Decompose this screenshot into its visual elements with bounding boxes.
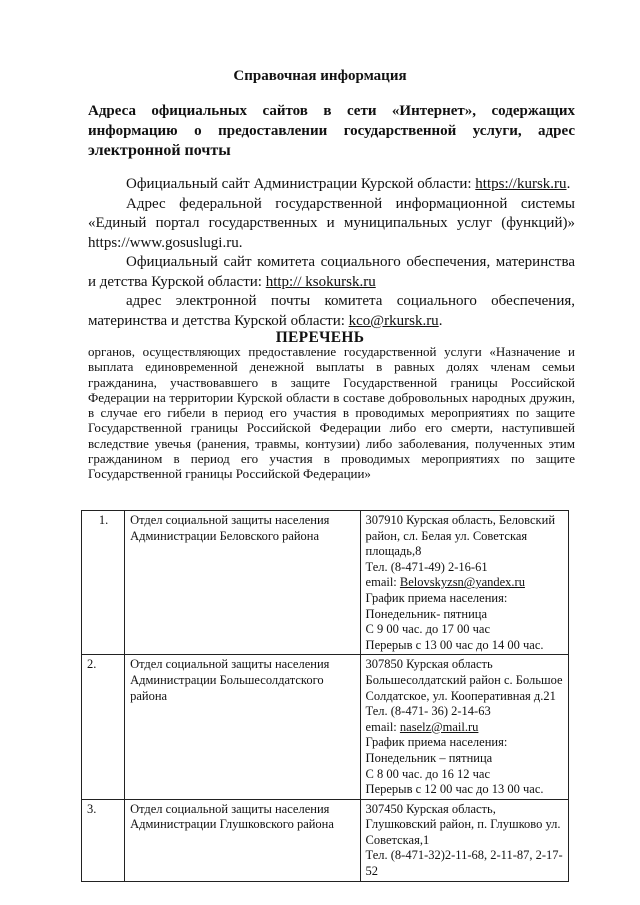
phone: Тел. (8-471- 36) 2-14-63 bbox=[365, 704, 491, 719]
address: 307910 Курская область, Беловский район, сл. Белая ул. Советская площадь,8 bbox=[365, 513, 556, 559]
phone: Тел. (8-471-49) 2-16-61 bbox=[365, 559, 488, 574]
table-row bbox=[82, 655, 569, 799]
committee-site-paragraph bbox=[88, 253, 575, 292]
schedule-days: Понедельник – пятница bbox=[365, 750, 493, 765]
websites-heading-line-2: информацию о предоставлении государственной услуги, адрес bbox=[88, 123, 575, 139]
committee-email-link[interactable]: kco@rkursk.ru bbox=[348, 312, 439, 329]
websites-heading-line-1: Адреса официальных сайтов в сети «Интернет», содержащих bbox=[88, 103, 575, 119]
address: 307850 Курская область Большесолдатский район с. Большое Солдатское, ул. Кооперативная д.21 bbox=[365, 657, 563, 703]
admin-site-label: Официальный сайт Администрации Курской области: bbox=[126, 176, 476, 192]
department-contacts bbox=[360, 799, 568, 881]
offices-table bbox=[81, 510, 569, 882]
gosuslugi-paragraph: Адрес федеральной государственной информационной системы «Единый портал государственных и муниципальных услуг (функций)» https://www.gosuslugi.ru. bbox=[88, 195, 575, 251]
department-contacts bbox=[360, 655, 568, 799]
row-number: 2. bbox=[82, 655, 125, 799]
schedule-hours: С 9 00 час. до 17 00 час bbox=[365, 622, 491, 637]
list-description: органов, осуществляющих предоставление государственной услуги «Назначение и выплата единовременной денежной выплаты в равных долях членам семьи гражданина, участвовавшего в защите Государственной границы Российской Федерации на территории Курской области в составе добровольных народных дружин, в случае его гибели в период его участия в проводимых мероприятиях по защите Государственной границы Российской Федерации либо его смерти, наступившей вследствие увечья (ранения, травмы, контузии) либо заболевания, полученных этим гражданином в период его участия в проводимых мероприятиях по защите Государственной границы Российской Федерации» bbox=[88, 344, 575, 482]
email-label: email: bbox=[365, 719, 400, 734]
committee-site-link[interactable]: http:// ksokursk.ru bbox=[265, 273, 376, 290]
table-row bbox=[82, 799, 569, 881]
email-line bbox=[366, 575, 564, 591]
admin-site-link[interactable]: https://kursk.ru bbox=[475, 176, 567, 192]
schedule-break: Перерыв с 13 00 час до 14 00 час. bbox=[365, 637, 544, 652]
websites-heading-line-3: электронной почты bbox=[88, 142, 231, 159]
department-name: Отдел социальной защиты населения Администрации Большесолдатского района bbox=[125, 655, 360, 799]
websites-heading bbox=[88, 101, 575, 161]
contact-info bbox=[88, 175, 575, 331]
address: 307450 Курская область, Глушковский район, п. Глушково ул. Советская,1 bbox=[365, 801, 561, 847]
table-row bbox=[82, 511, 569, 655]
schedule-title: График приема населения: bbox=[365, 590, 508, 605]
department-contacts bbox=[360, 511, 568, 655]
admin-site-paragraph bbox=[88, 175, 575, 195]
email-link[interactable]: Belovskyzsn@yandex.ru bbox=[399, 575, 525, 590]
page-title: Справочная информация bbox=[233, 68, 407, 84]
list-title: ПЕРЕЧЕНЬ bbox=[275, 329, 365, 346]
committee-email-label: адрес электронной почты комитета социального обеспечения, материнства и детства Курской области: bbox=[88, 293, 575, 329]
email-label: email: bbox=[365, 575, 400, 590]
department-name: Отдел социальной защиты населения Администрации Глушковского района bbox=[125, 799, 360, 881]
email-line bbox=[366, 720, 564, 736]
phone: Тел. (8-471-32)2-11-68, 2-11-87, 2-17-52 bbox=[365, 848, 563, 879]
schedule-hours: С 8 00 час. до 16 12 час bbox=[365, 766, 491, 781]
committee-site-label: Официальный сайт комитета социального обеспечения, материнства и детства Курской области: bbox=[88, 254, 575, 290]
schedule-days: Понедельник- пятница bbox=[365, 606, 488, 621]
schedule-break: Перерыв с 12 00 час до 13 00 час. bbox=[365, 782, 544, 797]
admin-site-end: . bbox=[566, 176, 571, 192]
department-name: Отдел социальной защиты населения Администрации Беловского района bbox=[125, 511, 360, 655]
row-number: 1. bbox=[82, 511, 125, 655]
committee-email-end: . bbox=[438, 312, 443, 329]
email-link[interactable]: naselz@mail.ru bbox=[399, 719, 479, 734]
committee-email-paragraph bbox=[88, 292, 575, 331]
row-number: 3. bbox=[82, 799, 125, 881]
schedule-title: График приема населения: bbox=[365, 735, 508, 750]
